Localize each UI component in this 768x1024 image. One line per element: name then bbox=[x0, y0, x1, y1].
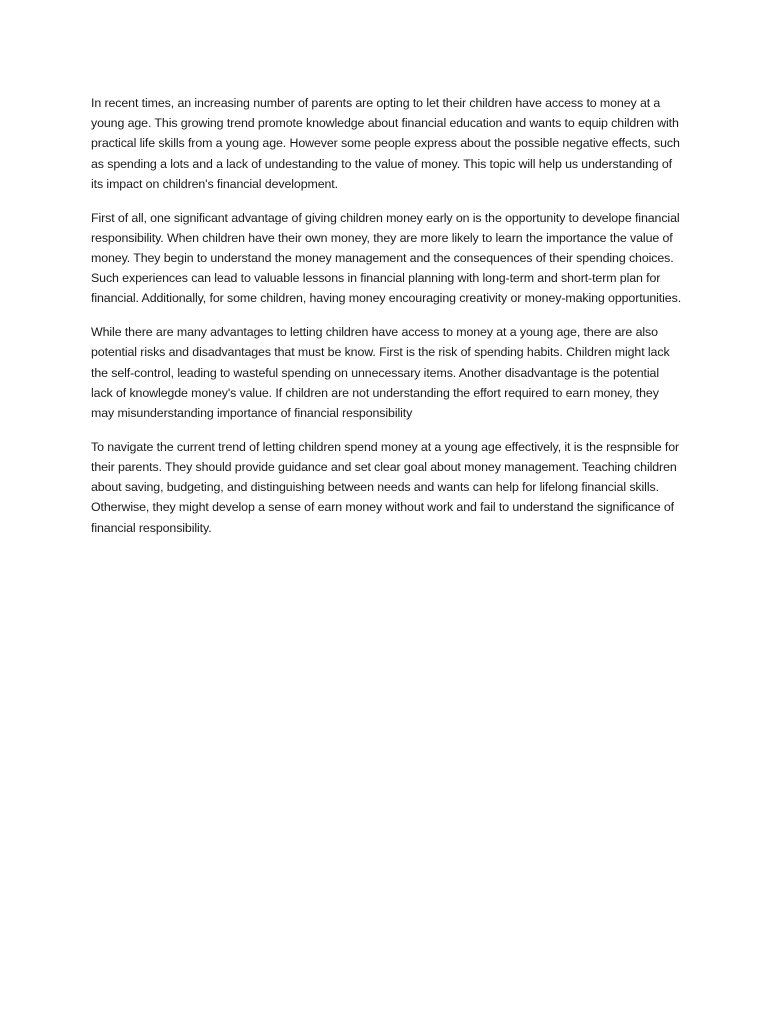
document-body bbox=[91, 93, 683, 551]
paragraph-disadvantages: While there are many advantages to letting children have access to money at a young age, there are also potential risks and disadvantages that must be know. First is the risk of spending habits. Children might lack the self-control, leading to wasteful spending on unnecessary items. Another disadvantage is the potential lack of knowlegde money's value. If children are not understanding the effort required to earn money, they may misunderstanding importance of financial responsibility bbox=[91, 325, 670, 421]
paragraph-conclusion: To navigate the current trend of letting children spend money at a young age effectively, it is the respnsible for their parents. They should provide guidance and set clear goal about money management. Teaching children about saving, budgeting, and distinguishing between needs and wants can help for lifelong financial skills. Otherwise, they might develop a sense of earn money without work and fail to understand the significance of financial responsibility. bbox=[91, 439, 680, 535]
paragraph-advantages: First of all, one significant advantage of giving children money early on is the opportunity to develope financial responsibility. When children have their own money, they are more likely to learn the importance the value of money. They begin to understand the money management and the consequences of their spending choices. Such experiences can lead to valuable lessons in financial planning with long-term and short-term plan for financial. Additionally, for some children, having money encouraging creativity or money-making opportunities. bbox=[91, 210, 682, 306]
paragraph-intro: In recent times, an increasing number of parents are opting to let their children have access to money at a young age. This growing trend promote knowledge about financial education and wants to equip children with practical life skills from a young age. However some people express about the possible negative effects, such as spending a lots and a lack of undestanding to the value of money. This topic will help us understanding of its impact on children's financial development. bbox=[91, 96, 680, 191]
